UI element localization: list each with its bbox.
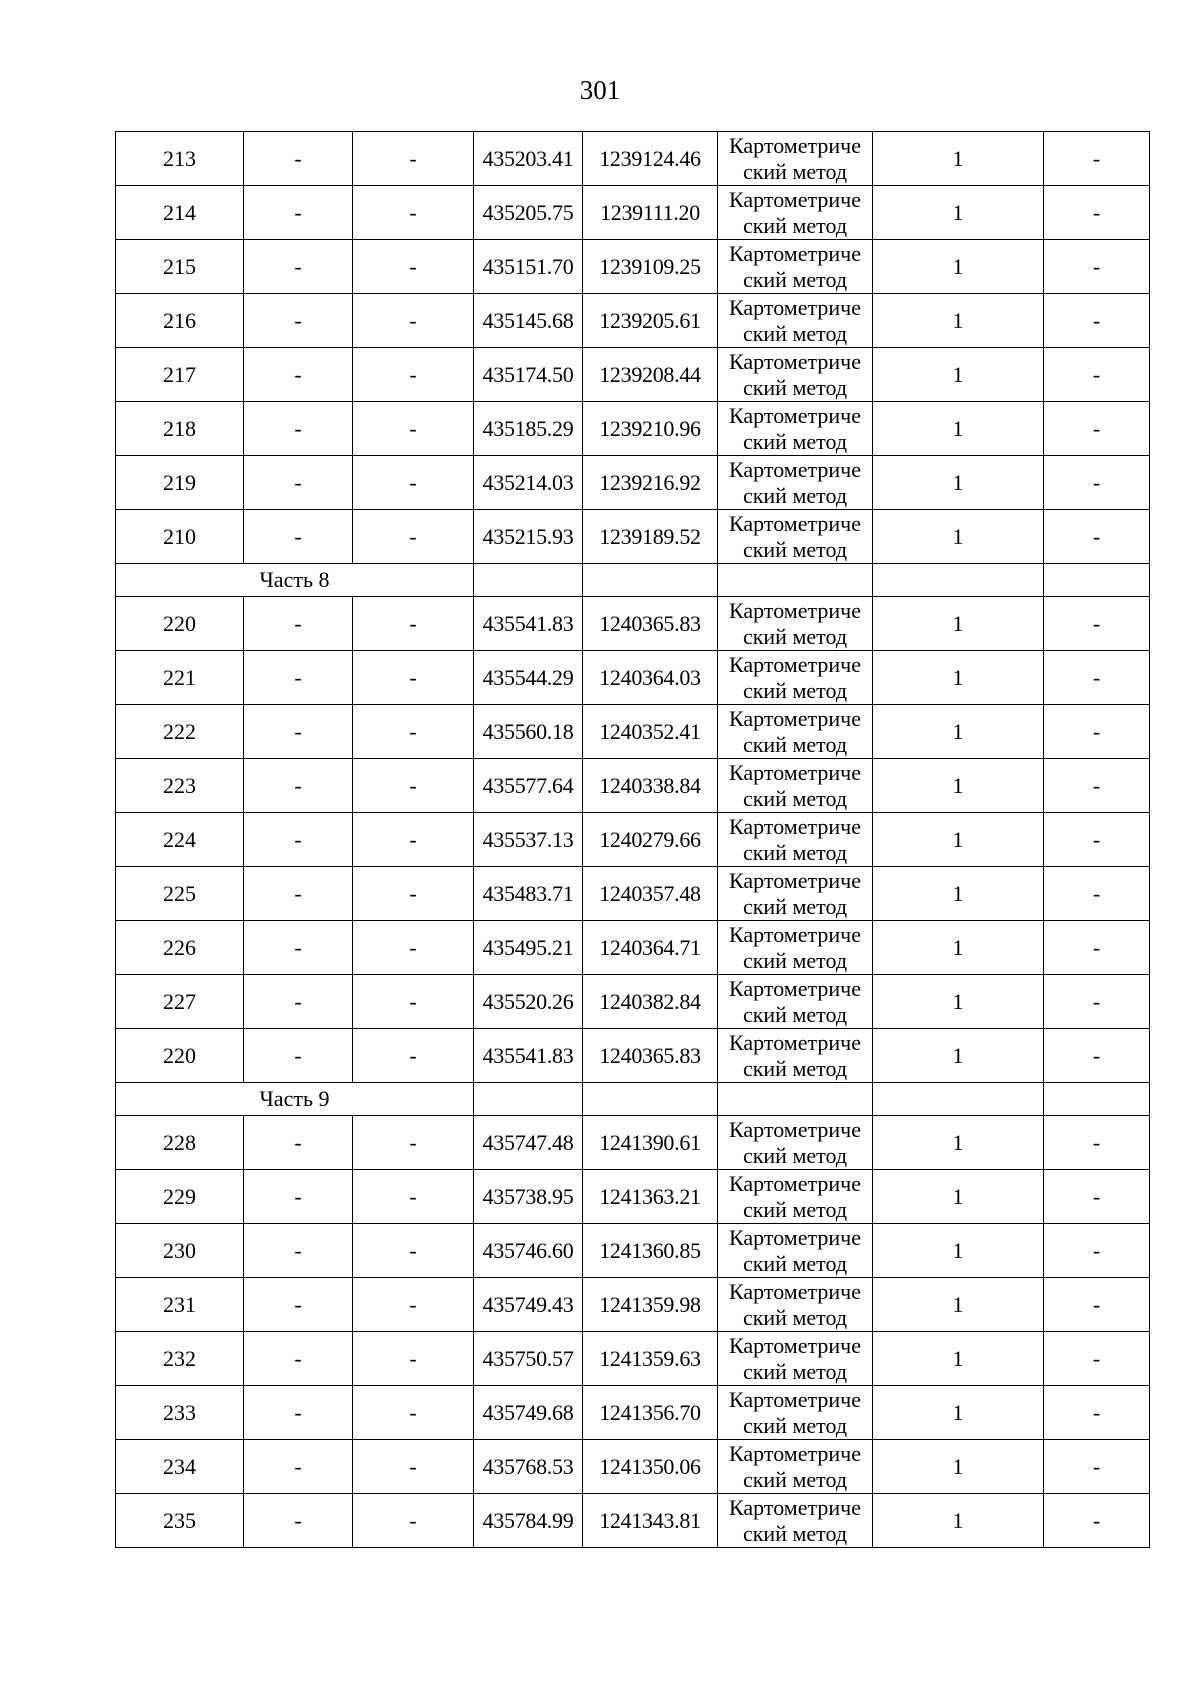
table-row [116,1029,1150,1083]
description-cell: - [1044,705,1150,759]
method-text-line: Картометриче [729,1278,861,1304]
old-x-cell: - [244,813,353,867]
y-coordinate-cell: 1241356.70 [583,1386,718,1440]
description-cell: - [1044,921,1150,975]
old-x-cell: - [244,1029,353,1083]
table-row [116,975,1150,1029]
method-text-line: ский метод [742,1520,848,1546]
method-text-line: Картометриче [729,651,861,677]
description-cell: - [1044,1116,1150,1170]
method-cell [718,1170,873,1224]
point-number-cell: 232 [116,1332,244,1386]
point-number-cell: 220 [116,1029,244,1083]
method-cell [718,813,873,867]
old-y-cell: - [353,1386,474,1440]
method-cell [718,510,873,564]
method-text-line: ский метод [742,482,848,508]
method-cell [718,348,873,402]
old-y-cell: - [353,348,474,402]
old-x-cell: - [244,132,353,186]
method-text-line: Картометриче [729,759,861,785]
accuracy-cell: 1 [873,1332,1044,1386]
x-coordinate-cell: 435495.21 [474,921,583,975]
method-cell [718,975,873,1029]
method-cell [718,132,873,186]
old-y-cell: - [353,921,474,975]
y-coordinate-cell: 1239216.92 [583,456,718,510]
y-coordinate-cell: 1241350.06 [583,1440,718,1494]
old-x-cell: - [244,294,353,348]
method-text-line: ский метод [742,947,848,973]
accuracy-cell: 1 [873,651,1044,705]
point-number-cell: 216 [116,294,244,348]
point-number-cell: 214 [116,186,244,240]
accuracy-cell: 1 [873,1494,1044,1548]
x-coordinate-cell: 435768.53 [474,1440,583,1494]
description-cell: - [1044,456,1150,510]
description-cell: - [1044,1224,1150,1278]
y-coordinate-cell: 1241363.21 [583,1170,718,1224]
method-text-line: ский метод [742,1358,848,1384]
table-row [116,1224,1150,1278]
table-row [116,294,1150,348]
x-coordinate-cell: 435214.03 [474,456,583,510]
y-coordinate-cell: 1240365.83 [583,1029,718,1083]
method-cell [718,1278,873,1332]
method-cell [718,1494,873,1548]
old-y-cell: - [353,1278,474,1332]
old-x-cell: - [244,1386,353,1440]
point-number-cell: 213 [116,132,244,186]
method-text-line: ский метод [742,1142,848,1168]
table-row [116,1494,1150,1548]
x-coordinate-cell: 435747.48 [474,1116,583,1170]
old-x-cell: - [244,597,353,651]
method-text-line: Картометриче [729,1440,861,1466]
old-y-cell: - [353,1332,474,1386]
accuracy-cell: 1 [873,597,1044,651]
accuracy-cell: 1 [873,867,1044,921]
method-cell [718,705,873,759]
old-y-cell: - [353,294,474,348]
point-number-cell: 218 [116,402,244,456]
old-x-cell: - [244,921,353,975]
old-x-cell: - [244,510,353,564]
table-row [116,1116,1150,1170]
method-text-line: Картометриче [729,348,861,374]
x-coordinate-cell: 435537.13 [474,813,583,867]
table-row [116,1278,1150,1332]
old-x-cell: - [244,1224,353,1278]
empty-cell [873,564,1044,597]
table-row [116,348,1150,402]
coordinates-table [115,131,1150,1548]
old-y-cell: - [353,813,474,867]
old-x-cell: - [244,240,353,294]
y-coordinate-cell: 1241343.81 [583,1494,718,1548]
x-coordinate-cell: 435520.26 [474,975,583,1029]
y-coordinate-cell: 1241359.98 [583,1278,718,1332]
y-coordinate-cell: 1240364.71 [583,921,718,975]
y-coordinate-cell: 1239124.46 [583,132,718,186]
method-text-line: Картометриче [729,1170,861,1196]
old-x-cell: - [244,975,353,1029]
method-text-line: Картометриче [729,294,861,320]
method-text-line: Картометриче [729,240,861,266]
description-cell: - [1044,759,1150,813]
method-cell [718,1386,873,1440]
old-y-cell: - [353,510,474,564]
x-coordinate-cell: 435541.83 [474,1029,583,1083]
x-coordinate-cell: 435746.60 [474,1224,583,1278]
method-text-line: ский метод [742,212,848,238]
description-cell: - [1044,186,1150,240]
empty-cell [474,1083,583,1116]
point-number-cell: 222 [116,705,244,759]
accuracy-cell: 1 [873,1440,1044,1494]
old-y-cell: - [353,1494,474,1548]
method-text-line: ский метод [742,428,848,454]
section-label: Часть 9 [116,1083,474,1116]
page-number: 301 [579,75,621,105]
x-coordinate-cell: 435203.41 [474,132,583,186]
table-row [116,1386,1150,1440]
x-coordinate-cell: 435215.93 [474,510,583,564]
method-cell [718,651,873,705]
method-text-line: Картометриче [729,186,861,212]
empty-cell [873,1083,1044,1116]
method-text-line: Картометриче [729,402,861,428]
method-text-line: ский метод [742,731,848,757]
description-cell: - [1044,975,1150,1029]
y-coordinate-cell: 1241360.85 [583,1224,718,1278]
accuracy-cell: 1 [873,1278,1044,1332]
accuracy-cell: 1 [873,1224,1044,1278]
method-cell [718,1116,873,1170]
description-cell: - [1044,1386,1150,1440]
description-cell: - [1044,294,1150,348]
table-row [116,921,1150,975]
table-row [116,705,1150,759]
accuracy-cell: 1 [873,348,1044,402]
y-coordinate-cell: 1240338.84 [583,759,718,813]
old-y-cell: - [353,1224,474,1278]
y-coordinate-cell: 1241390.61 [583,1116,718,1170]
accuracy-cell: 1 [873,294,1044,348]
accuracy-cell: 1 [873,240,1044,294]
method-text-line: Картометриче [729,1116,861,1142]
y-coordinate-cell: 1239208.44 [583,348,718,402]
x-coordinate-cell: 435738.95 [474,1170,583,1224]
table-row [116,132,1150,186]
method-text-line: ский метод [742,677,848,703]
method-text-line: ский метод [742,1055,848,1081]
old-y-cell: - [353,597,474,651]
section-header-row [116,1083,1150,1116]
old-y-cell: - [353,456,474,510]
description-cell: - [1044,651,1150,705]
old-y-cell: - [353,402,474,456]
old-x-cell: - [244,402,353,456]
table-row [116,759,1150,813]
method-text-line: Картометриче [729,867,861,893]
x-coordinate-cell: 435151.70 [474,240,583,294]
table-row [116,240,1150,294]
method-cell [718,597,873,651]
description-cell: - [1044,597,1150,651]
method-text-line: ский метод [742,1196,848,1222]
old-x-cell: - [244,867,353,921]
method-cell [718,1440,873,1494]
empty-cell [1044,564,1150,597]
x-coordinate-cell: 435577.64 [474,759,583,813]
y-coordinate-cell: 1240364.03 [583,651,718,705]
section-label: Часть 8 [116,564,474,597]
y-coordinate-cell: 1239189.52 [583,510,718,564]
old-x-cell: - [244,1116,353,1170]
method-text-line: ский метод [742,1304,848,1330]
accuracy-cell: 1 [873,813,1044,867]
method-text-line: Картометриче [729,456,861,482]
x-coordinate-cell: 435749.43 [474,1278,583,1332]
x-coordinate-cell: 435185.29 [474,402,583,456]
old-y-cell: - [353,186,474,240]
method-cell [718,186,873,240]
old-y-cell: - [353,705,474,759]
method-cell [718,402,873,456]
method-text-line: Картометриче [729,1029,861,1055]
description-cell: - [1044,240,1150,294]
table-row [116,402,1150,456]
method-text-line: Картометриче [729,813,861,839]
accuracy-cell: 1 [873,402,1044,456]
method-cell [718,921,873,975]
description-cell: - [1044,1278,1150,1332]
accuracy-cell: 1 [873,921,1044,975]
point-number-cell: 219 [116,456,244,510]
old-y-cell: - [353,240,474,294]
point-number-cell: 230 [116,1224,244,1278]
y-coordinate-cell: 1239205.61 [583,294,718,348]
x-coordinate-cell: 435145.68 [474,294,583,348]
y-coordinate-cell: 1240357.48 [583,867,718,921]
accuracy-cell: 1 [873,186,1044,240]
table-row [116,597,1150,651]
empty-cell [583,564,718,597]
old-x-cell: - [244,1332,353,1386]
y-coordinate-cell: 1239109.25 [583,240,718,294]
table-row [116,867,1150,921]
point-number-cell: 228 [116,1116,244,1170]
accuracy-cell: 1 [873,1170,1044,1224]
method-text-line: Картометриче [729,921,861,947]
method-text-line: Картометриче [729,1494,861,1520]
x-coordinate-cell: 435749.68 [474,1386,583,1440]
method-text-line: Картометриче [729,1386,861,1412]
old-x-cell: - [244,1494,353,1548]
coordinates-table-body [116,132,1150,1548]
x-coordinate-cell: 435483.71 [474,867,583,921]
method-cell [718,240,873,294]
method-text-line: ский метод [742,1001,848,1027]
point-number-cell: 220 [116,597,244,651]
x-coordinate-cell: 435560.18 [474,705,583,759]
y-coordinate-cell: 1240382.84 [583,975,718,1029]
accuracy-cell: 1 [873,1029,1044,1083]
accuracy-cell: 1 [873,705,1044,759]
method-cell [718,1332,873,1386]
table-row [116,510,1150,564]
method-cell [718,1029,873,1083]
method-text-line: ский метод [742,785,848,811]
point-number-cell: 229 [116,1170,244,1224]
point-number-cell: 227 [116,975,244,1029]
old-y-cell: - [353,975,474,1029]
point-number-cell: 233 [116,1386,244,1440]
point-number-cell: 221 [116,651,244,705]
x-coordinate-cell: 435750.57 [474,1332,583,1386]
old-y-cell: - [353,1440,474,1494]
accuracy-cell: 1 [873,132,1044,186]
old-x-cell: - [244,456,353,510]
point-number-cell: 235 [116,1494,244,1548]
old-x-cell: - [244,1440,353,1494]
x-coordinate-cell: 435784.99 [474,1494,583,1548]
description-cell: - [1044,1029,1150,1083]
description-cell: - [1044,1170,1150,1224]
old-y-cell: - [353,1116,474,1170]
old-y-cell: - [353,759,474,813]
description-cell: - [1044,813,1150,867]
old-y-cell: - [353,1170,474,1224]
old-x-cell: - [244,1170,353,1224]
method-text-line: ский метод [742,1466,848,1492]
old-x-cell: - [244,705,353,759]
point-number-cell: 225 [116,867,244,921]
point-number-cell: 234 [116,1440,244,1494]
description-cell: - [1044,1332,1150,1386]
y-coordinate-cell: 1240352.41 [583,705,718,759]
description-cell: - [1044,132,1150,186]
table-row [116,456,1150,510]
old-x-cell: - [244,759,353,813]
method-cell [718,867,873,921]
method-text-line: Картометриче [729,705,861,731]
y-coordinate-cell: 1239210.96 [583,402,718,456]
empty-cell [583,1083,718,1116]
method-text-line: Картометриче [729,1224,861,1250]
method-text-line: ский метод [742,158,848,184]
old-x-cell: - [244,1278,353,1332]
method-text-line: Картометриче [729,975,861,1001]
point-number-cell: 217 [116,348,244,402]
empty-cell [718,564,873,597]
accuracy-cell: 1 [873,1116,1044,1170]
method-text-line: ский метод [742,893,848,919]
point-number-cell: 215 [116,240,244,294]
point-number-cell: 223 [116,759,244,813]
method-text-line: ский метод [742,839,848,865]
description-cell: - [1044,1440,1150,1494]
y-coordinate-cell: 1240279.66 [583,813,718,867]
empty-cell [718,1083,873,1116]
method-text-line: Картометриче [729,597,861,623]
y-coordinate-cell: 1240365.83 [583,597,718,651]
point-number-cell: 210 [116,510,244,564]
method-text-line: ский метод [742,320,848,346]
method-text-line: Картометриче [729,132,861,158]
method-cell [718,759,873,813]
description-cell: - [1044,867,1150,921]
method-text-line: ский метод [742,536,848,562]
description-cell: - [1044,510,1150,564]
accuracy-cell: 1 [873,759,1044,813]
method-text-line: ский метод [742,266,848,292]
empty-cell [1044,1083,1150,1116]
description-cell: - [1044,402,1150,456]
table-row [116,813,1150,867]
method-text-line: ский метод [742,374,848,400]
table-row [116,1332,1150,1386]
method-text-line: ский метод [742,623,848,649]
x-coordinate-cell: 435174.50 [474,348,583,402]
old-y-cell: - [353,132,474,186]
method-cell [718,294,873,348]
old-y-cell: - [353,651,474,705]
point-number-cell: 231 [116,1278,244,1332]
point-number-cell: 224 [116,813,244,867]
description-cell: - [1044,1494,1150,1548]
accuracy-cell: 1 [873,510,1044,564]
old-x-cell: - [244,186,353,240]
accuracy-cell: 1 [873,1386,1044,1440]
table-row [116,1440,1150,1494]
section-header-row [116,564,1150,597]
x-coordinate-cell: 435205.75 [474,186,583,240]
old-x-cell: - [244,348,353,402]
table-row [116,186,1150,240]
old-x-cell: - [244,651,353,705]
accuracy-cell: 1 [873,975,1044,1029]
table-row [116,1170,1150,1224]
method-cell [718,1224,873,1278]
method-text-line: ский метод [742,1412,848,1438]
empty-cell [474,564,583,597]
method-text-line: Картометриче [729,510,861,536]
old-y-cell: - [353,1029,474,1083]
x-coordinate-cell: 435541.83 [474,597,583,651]
accuracy-cell: 1 [873,456,1044,510]
y-coordinate-cell: 1239111.20 [583,186,718,240]
old-y-cell: - [353,867,474,921]
table-row [116,651,1150,705]
point-number-cell: 226 [116,921,244,975]
x-coordinate-cell: 435544.29 [474,651,583,705]
method-text-line: ский метод [742,1250,848,1276]
description-cell: - [1044,348,1150,402]
method-cell [718,456,873,510]
method-text-line: Картометриче [729,1332,861,1358]
y-coordinate-cell: 1241359.63 [583,1332,718,1386]
